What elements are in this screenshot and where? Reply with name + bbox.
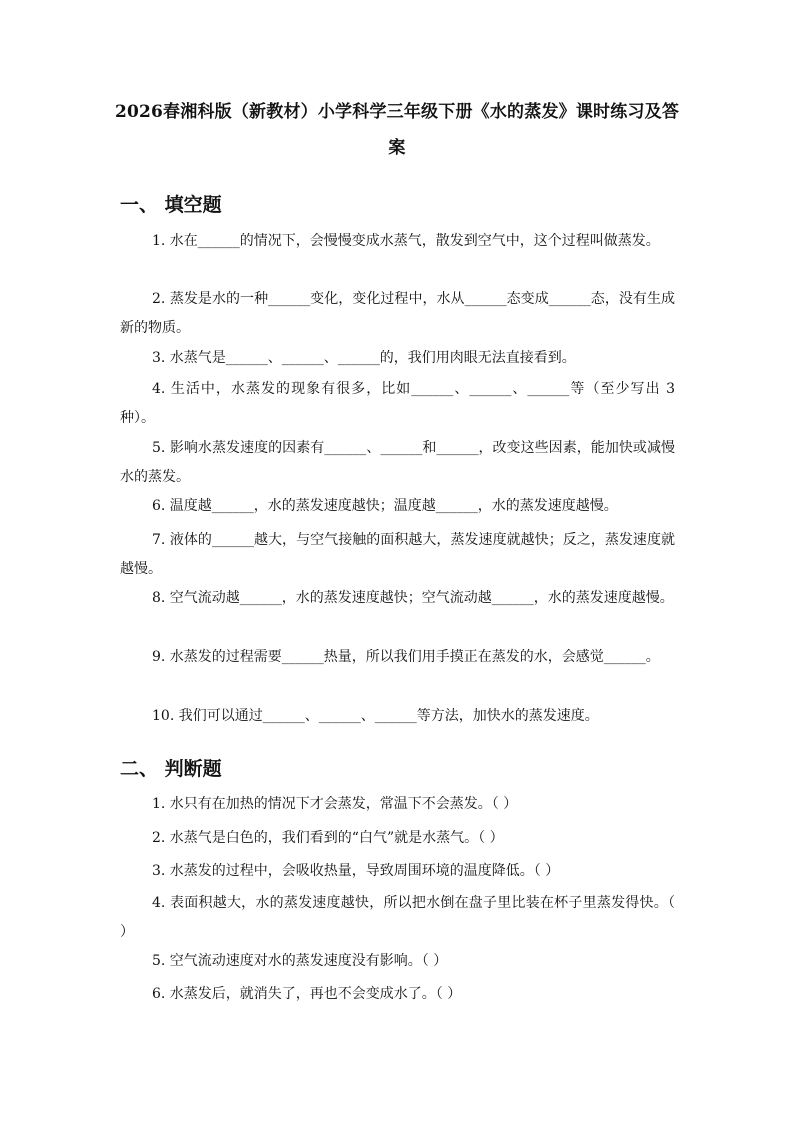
- question-tf-4: 4. 表面积越大，水的蒸发速度越快，所以把水倒在盘子里比装在杯子里蒸发得快。（ ）: [120, 895, 675, 940]
- question-tf-6: 6. 水蒸发后，就消失了，再也不会变成水了。（ ）: [152, 986, 462, 1002]
- question-tf-5: 5. 空气流动速度对水的蒸发速度没有影响。（ ）: [152, 953, 448, 969]
- section-heading-true-false: 二、 判断题: [120, 758, 222, 780]
- question-tf-1: 1. 水只有在加热的情况下才会蒸发，常温下不会蒸发。（ ）: [152, 796, 518, 812]
- question-fill-9: 9. 水蒸发的过程需要______热量，所以我们用手摸正在蒸发的水，会感觉______。: [152, 649, 660, 665]
- question-fill-8: 8. 空气流动越______，水的蒸发速度越快；空气流动越______，水的蒸发速度越慢。: [152, 590, 674, 606]
- section-heading-fill-in-blank: 一、 填空题: [120, 194, 222, 216]
- question-fill-2: 2. 蒸发是水的一种______变化，变化过程中，水从______态变成______态，没有生成新的物质。: [120, 291, 675, 336]
- question-fill-5: 5. 影响水蒸发速度的因素有______、______和______，改变这些因素，能加快或减慢水的蒸发。: [120, 440, 675, 485]
- question-fill-6: 6. 温度越______，水的蒸发速度越快；温度越______，水的蒸发速度越慢。: [152, 498, 618, 514]
- question-fill-4: 4. 生活中，水蒸发的现象有很多，比如______、______、______等（至少写出 3 种）。: [120, 381, 675, 426]
- question-tf-2: 2. 水蒸气是白色的，我们看到的“白气”就是水蒸气。（ ）: [152, 830, 504, 846]
- question-fill-10: 10. 我们可以通过______、______、______等方法，加快水的蒸发速度。: [152, 708, 599, 724]
- question-fill-3: 3. 水蒸气是______、______、______的，我们用肉眼无法直接看到。: [152, 350, 576, 366]
- question-fill-1: 1. 水在______的情况下，会慢慢变成水蒸气，散发到空气中，这个过程叫做蒸发。: [152, 233, 660, 249]
- document-title: 2026春湘科版（新教材）小学科学三年级下册《水的蒸发》课时练习及答案: [114, 102, 680, 158]
- question-tf-3: 3. 水蒸发的过程中，会吸收热量，导致周围环境的温度降低。（ ）: [152, 863, 560, 879]
- question-fill-7: 7. 液体的______越大，与空气接触的面积越大，蒸发速度就越快；反之，蒸发速度就越慢。: [120, 532, 675, 577]
